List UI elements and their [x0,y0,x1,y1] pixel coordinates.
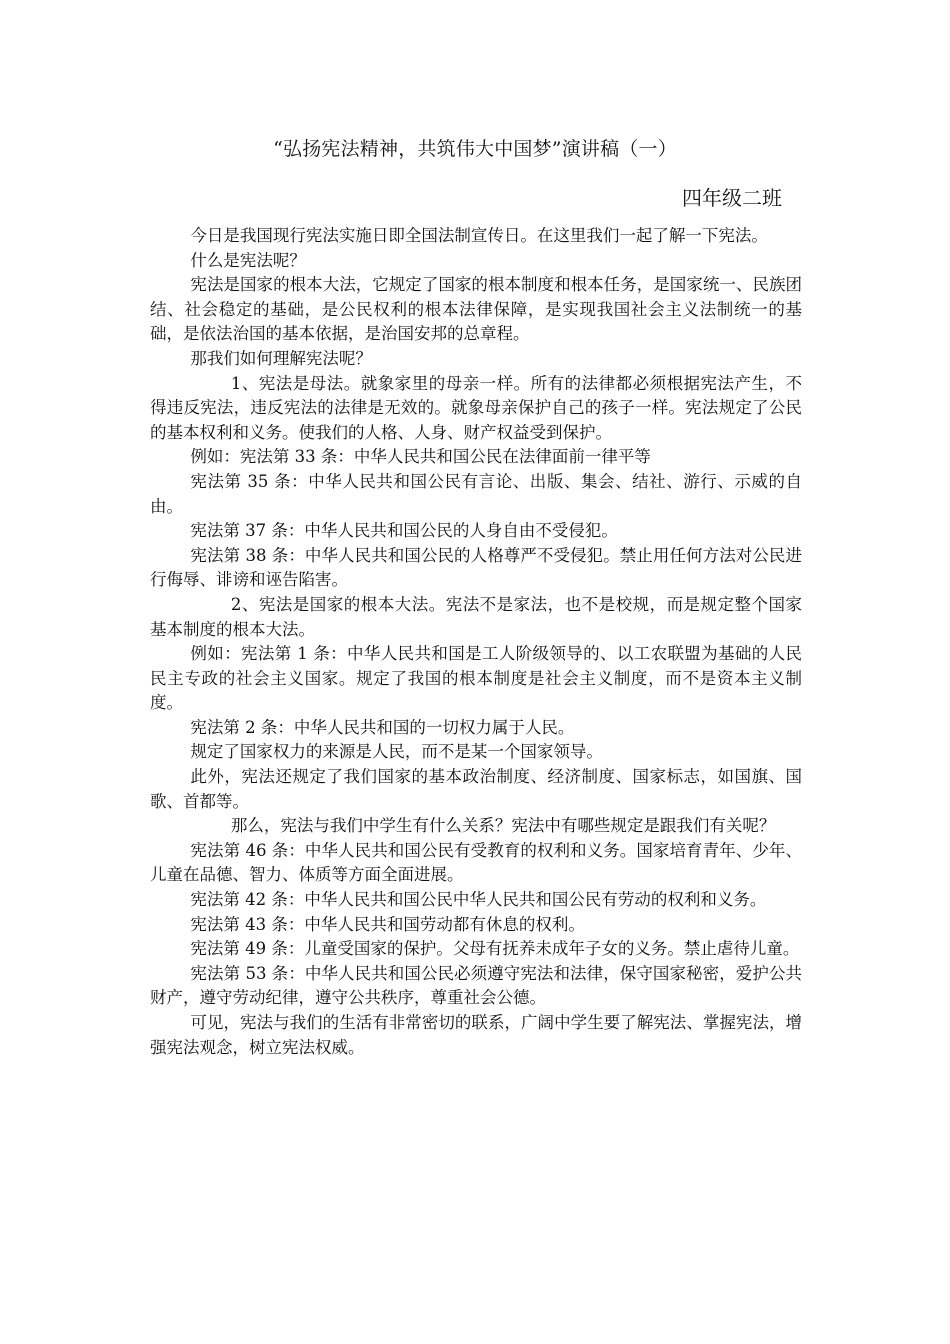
document-body [150,224,802,1060]
paragraph-article-38: 宪法第 38 条：中华人民共和国公民的人格尊严不受侵犯。禁止用任何方法对公民进行侮辱、诽谤和诬告陷害。 [150,545,802,590]
paragraph-article-49: 宪法第 49 条：儿童受国家的保护。父母有抚养未成年子女的义务。禁止虐待儿童。 [190,939,800,959]
paragraph-question-how: 那我们如何理解宪法呢？ [190,348,372,368]
document-byline: 四年级二班 [682,186,782,210]
paragraph-article-1: 例如：宪法第 1 条：中华人民共和国是工人阶级领导的、以工农联盟为基础的人民民主专政的社会主义国家。规定了我国的根本制度是社会主义制度，而不是资本主义制度。 [150,644,802,713]
document-title: “弘扬宪法精神，共筑伟大中国梦”演讲稿（一） [273,138,677,160]
paragraph-point-2: 2、宪法是国家的根本大法。宪法不是家法，也不是校规，而是规定整个国家基本制度的根本大法。 [150,594,802,639]
paragraph-definition: 宪法是国家的根本大法，它规定了国家的根本制度和根本任务，是国家统一、民族团结、社会稳定的基础，是公民权利的根本法律保障，是实现我国社会主义法制统一的基础，是依法治国的基本依据，是治国安邦的总章程。 [150,275,802,344]
paragraph-article-37: 宪法第 37 条：中华人民共和国公民的人身自由不受侵犯。 [190,521,618,541]
paragraph-article-46: 宪法第 46 条：中华人民共和国公民有受教育的权利和义务。国家培育青年、少年、儿童在品德、智力、体质等方面全面进展。 [150,840,802,885]
paragraph-article-33: 例如：宪法第 33 条：中华人民共和国公民在法律面前一律平等 [190,447,651,467]
paragraph-article-35: 宪法第 35 条：中华人民共和国公民有言论、出版、集会、结社、游行、示威的自由。 [150,471,802,516]
paragraph-article-42: 宪法第 42 条：中华人民共和国公民中华人民共和国公民有劳动的权利和义务。 [190,890,767,910]
paragraph-point-1: 1、宪法是母法。就象家里的母亲一样。所有的法律都必须根据宪法产生，不得违反宪法，违反宪法的法律是无效的。就象母亲保护自己的孩子一样。宪法规定了公民的基本权利和义务。使我们的人格、人身、财产权益受到保护。 [150,373,802,442]
paragraph-question-students: 那么，宪法与我们中学生有什么关系？宪法中有哪些规定是跟我们有关呢？ [230,816,776,836]
paragraph-conclusion: 可见，宪法与我们的生活有非常密切的联系，广阔中学生要了解宪法、掌握宪法，增强宪法观念，树立宪法权威。 [150,1013,802,1057]
paragraph-power-source: 规定了国家权力的来源是人民，而不是某一个国家领导。 [190,742,603,762]
paragraph-other-provisions: 此外，宪法还规定了我们国家的基本政治制度、经济制度、国家标志，如国旗、国歌、首都等。 [150,767,802,811]
paragraph-article-43: 宪法第 43 条：中华人民共和国劳动都有休息的权利。 [190,914,585,934]
paragraph-intro: 今日是我国现行宪法实施日即全国法制宣传日。在这里我们一起了解一下宪法。 [190,226,768,245]
paragraph-question-what: 什么是宪法呢？ [190,250,306,270]
paragraph-article-53: 宪法第 53 条：中华人民共和国公民必须遵守宪法和法律，保守国家秘密，爱护公共财产，遵守劳动纪律，遵守公共秩序，尊重社会公德。 [150,963,802,1008]
paragraph-article-2: 宪法第 2 条：中华人民共和国的一切权力属于人民。 [190,717,575,737]
